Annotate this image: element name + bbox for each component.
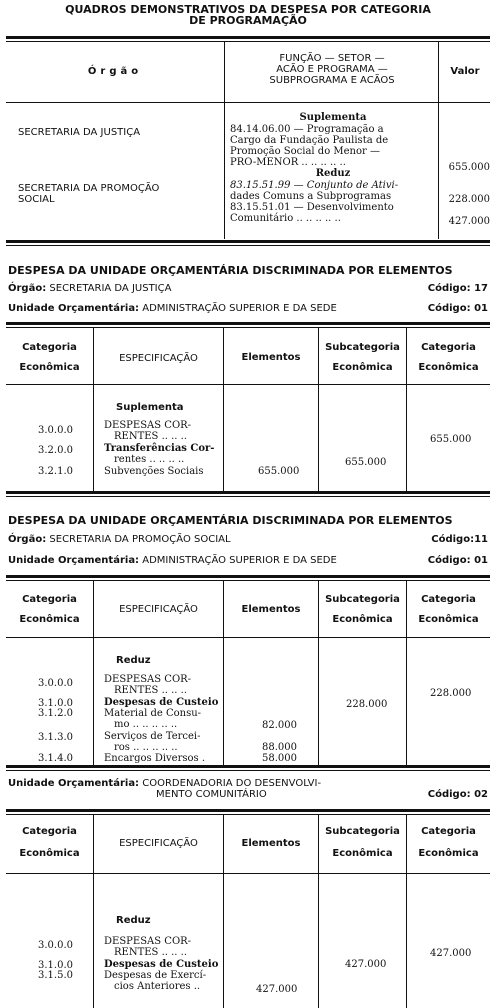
row-code: 3.0.0.0 bbox=[38, 940, 73, 951]
unidade-line bbox=[8, 303, 337, 314]
unidade-code: Código: 02 bbox=[427, 789, 488, 800]
header-elementos: Elementos bbox=[241, 838, 301, 849]
orgao-label: Órgão: bbox=[8, 283, 47, 294]
column-divider bbox=[438, 41, 439, 239]
group-label: Reduz bbox=[116, 655, 151, 666]
prog-line: PRO-MENOR .. .. .. .. .. bbox=[230, 157, 346, 168]
categoria-value: 427.000 bbox=[430, 948, 472, 959]
group-label: Suplementa bbox=[116, 402, 184, 413]
column-divider bbox=[406, 580, 407, 766]
row-spec: Despesas de Custeio bbox=[104, 697, 219, 708]
orgao-label: Órgão: bbox=[8, 534, 47, 545]
divider bbox=[6, 102, 490, 103]
column-divider bbox=[93, 327, 94, 492]
header-funcao-2: ACÃO E PROGRAMA — bbox=[276, 64, 388, 75]
elementos-value: 82.000 bbox=[262, 720, 297, 731]
row-code: 3.1.2.0 bbox=[38, 708, 73, 719]
unidade-line bbox=[8, 778, 321, 789]
orgao-promocao-social-1: SECRETARIA DA PROMOÇÃO bbox=[18, 183, 160, 194]
unidade-value: ADMINISTRAÇÃO SUPERIOR E DA SEDE bbox=[142, 303, 337, 314]
row-spec: DESPESAS COR- bbox=[104, 674, 192, 685]
divider bbox=[6, 873, 490, 874]
header-categoria: Categoria bbox=[421, 342, 476, 353]
row-code: 3.1.3.0 bbox=[38, 732, 73, 743]
divider bbox=[6, 384, 490, 385]
orgao-code: Código: 17 bbox=[427, 283, 488, 294]
header-economica: Econômica bbox=[418, 614, 479, 625]
header-especificacao: ESPECIFICAÇÃO bbox=[119, 353, 198, 364]
header-funcao-1: FUNÇÃO — SETOR — bbox=[279, 53, 385, 64]
divider bbox=[6, 814, 490, 815]
prog-line: dades Comuns a Subprogramas bbox=[230, 191, 392, 202]
header-economica: Econômica bbox=[19, 614, 80, 625]
categoria-value: 655.000 bbox=[430, 434, 472, 445]
unidade-label: Unidade Orçamentária: bbox=[8, 555, 140, 566]
prog-line: 84.14.06.00 — Programação a bbox=[230, 124, 384, 135]
valor: 228.000 bbox=[448, 194, 490, 205]
row-code: 3.1.4.0 bbox=[38, 753, 73, 764]
row-spec: cios Anteriores .. bbox=[114, 981, 201, 992]
row-code: 3.1.0.0 bbox=[38, 960, 73, 971]
column-divider bbox=[406, 814, 407, 1008]
divider bbox=[6, 637, 490, 638]
unidade-value-cont: MENTO COMUNITÁRIO bbox=[156, 789, 267, 800]
row-spec: Transferências Cor- bbox=[104, 443, 215, 454]
section-title: DESPESA DA UNIDADE ORÇAMENTÁRIA DISCRIMINADA POR ELEMENTOS bbox=[8, 514, 453, 527]
header-subcategoria: Subcategoria bbox=[325, 826, 400, 837]
label-suplementa: Suplementa bbox=[299, 112, 367, 123]
divider bbox=[6, 245, 490, 246]
header-categoria: Categoria bbox=[22, 342, 77, 353]
prog-line: 83.15.51.01 — Desenvolvimento bbox=[230, 202, 394, 213]
row-spec: RENTES .. .. .. bbox=[114, 431, 188, 442]
unidade-line bbox=[8, 555, 337, 566]
row-spec: Encargos Diversos . bbox=[104, 753, 206, 764]
header-economica: Econômica bbox=[332, 614, 393, 625]
divider bbox=[6, 240, 490, 243]
prog-line: Promoção Social do Menor — bbox=[230, 146, 380, 157]
unidade-code: Código: 01 bbox=[427, 555, 488, 566]
header-funcao-3: SUBPROGRAMA E ACÃOS bbox=[269, 75, 395, 86]
label-reduz: Reduz bbox=[315, 168, 351, 179]
row-code: 3.0.0.0 bbox=[38, 425, 73, 436]
header-categoria: Categoria bbox=[22, 594, 77, 605]
unidade-code: Código: 01 bbox=[427, 303, 488, 314]
row-spec: rentes .. .. .. .. bbox=[114, 454, 185, 465]
header-economica: Econômica bbox=[332, 848, 393, 859]
row-spec: RENTES .. .. .. bbox=[114, 947, 188, 958]
orgao-value: SECRETARIA DA PROMOÇÃO SOCIAL bbox=[49, 534, 231, 545]
header-elementos: Elementos bbox=[241, 604, 301, 615]
header-elementos: Elementos bbox=[241, 352, 301, 363]
divider bbox=[6, 322, 490, 325]
row-spec: Subvenções Sociais bbox=[104, 466, 204, 477]
orgao-value: SECRETARIA DA JUSTIÇA bbox=[49, 283, 172, 294]
orgao-line bbox=[8, 283, 171, 294]
prog-line: Cargo da Fundação Paulista de bbox=[230, 135, 389, 146]
elementos-value: 88.000 bbox=[262, 742, 297, 753]
quadros-title-line2: DE PROGRAMAÇÃO bbox=[189, 14, 307, 27]
prog-line: Comunitário .. .. .. .. .. bbox=[230, 213, 341, 224]
row-code: 3.2.1.0 bbox=[38, 466, 73, 477]
header-especificacao: ESPECIFICAÇÃO bbox=[119, 838, 198, 849]
row-code: 3.0.0.0 bbox=[38, 678, 73, 689]
row-spec: Material de Consu- bbox=[104, 708, 202, 719]
section-title: DESPESA DA UNIDADE ORÇAMENTÁRIA DISCRIMINADA POR ELEMENTOS bbox=[8, 264, 453, 277]
header-economica: Econômica bbox=[332, 362, 393, 373]
column-divider bbox=[318, 580, 319, 766]
prog-line: 83.15.51.99 — Conjunto de Ativi- bbox=[230, 180, 399, 191]
divider bbox=[6, 770, 490, 771]
header-economica: Econômica bbox=[19, 362, 80, 373]
row-spec: DESPESAS COR- bbox=[104, 420, 192, 431]
subcategoria-value: 228.000 bbox=[346, 699, 388, 710]
header-orgao: Órgão bbox=[87, 66, 143, 77]
row-spec: Despesas de Custeio bbox=[104, 959, 219, 970]
unidade-value: COORDENADORIA DO DESENVOLVI- bbox=[142, 778, 322, 789]
subcategoria-value: 655.000 bbox=[345, 457, 387, 468]
elementos-value: 427.000 bbox=[256, 984, 298, 995]
divider bbox=[6, 327, 490, 328]
divider bbox=[6, 765, 490, 768]
header-especificacao: ESPECIFICAÇÃO bbox=[119, 604, 198, 615]
row-spec: Despesas de Exercí- bbox=[104, 970, 207, 981]
header-subcategoria: Subcategoria bbox=[325, 342, 400, 353]
unidade-value: ADMINISTRAÇÃO SUPERIOR E DA SEDE bbox=[142, 555, 337, 566]
divider bbox=[6, 580, 490, 581]
categoria-value: 228.000 bbox=[430, 688, 472, 699]
header-economica: Econômica bbox=[418, 362, 479, 373]
subcategoria-value: 427.000 bbox=[345, 959, 387, 970]
divider bbox=[6, 809, 490, 812]
unidade-label: Unidade Orçamentária: bbox=[8, 778, 140, 789]
elementos-value: 655.000 bbox=[258, 466, 300, 477]
orgao-line bbox=[8, 534, 231, 545]
row-code: 3.1.0.0 bbox=[38, 698, 73, 709]
row-code: 3.2.0.0 bbox=[38, 445, 73, 456]
orgao-code: Código:11 bbox=[431, 534, 488, 545]
header-categoria: Categoria bbox=[421, 826, 476, 837]
divider bbox=[6, 496, 490, 497]
row-spec: RENTES .. .. .. bbox=[114, 685, 188, 696]
row-spec: DESPESAS COR- bbox=[104, 936, 192, 947]
row-code: 3.1.5.0 bbox=[38, 970, 73, 981]
header-categoria: Categoria bbox=[421, 594, 476, 605]
column-divider bbox=[318, 814, 319, 1008]
header-categoria: Categoria bbox=[22, 826, 77, 837]
column-divider bbox=[224, 41, 225, 239]
valor: 655.000 bbox=[448, 162, 490, 173]
header-economica: Econômica bbox=[418, 848, 479, 859]
elementos-value: 58.000 bbox=[262, 753, 297, 764]
divider bbox=[6, 491, 490, 494]
header-valor: Valor bbox=[450, 66, 480, 77]
valor: 427.000 bbox=[448, 216, 490, 227]
row-spec: Serviços de Tercei- bbox=[104, 731, 201, 742]
quadros-title-line1: QUADROS DEMONSTRATIVOS DA DESPESA POR CATEGORIA bbox=[65, 3, 431, 16]
group-label: Reduz bbox=[116, 915, 151, 926]
divider bbox=[6, 575, 490, 578]
divider bbox=[6, 41, 490, 42]
unidade-label: Unidade Orçamentária: bbox=[8, 303, 140, 314]
header-subcategoria: Subcategoria bbox=[325, 594, 400, 605]
divider bbox=[6, 36, 490, 39]
header-economica: Econômica bbox=[19, 848, 80, 859]
row-spec: mo .. .. .. .. .. bbox=[114, 719, 178, 730]
row-spec: ros .. .. .. .. .. bbox=[114, 742, 178, 753]
orgao-secretaria-justica: SECRETARIA DA JUSTIÇA bbox=[18, 127, 141, 138]
orgao-promocao-social-2: SOCIAL bbox=[18, 194, 55, 205]
